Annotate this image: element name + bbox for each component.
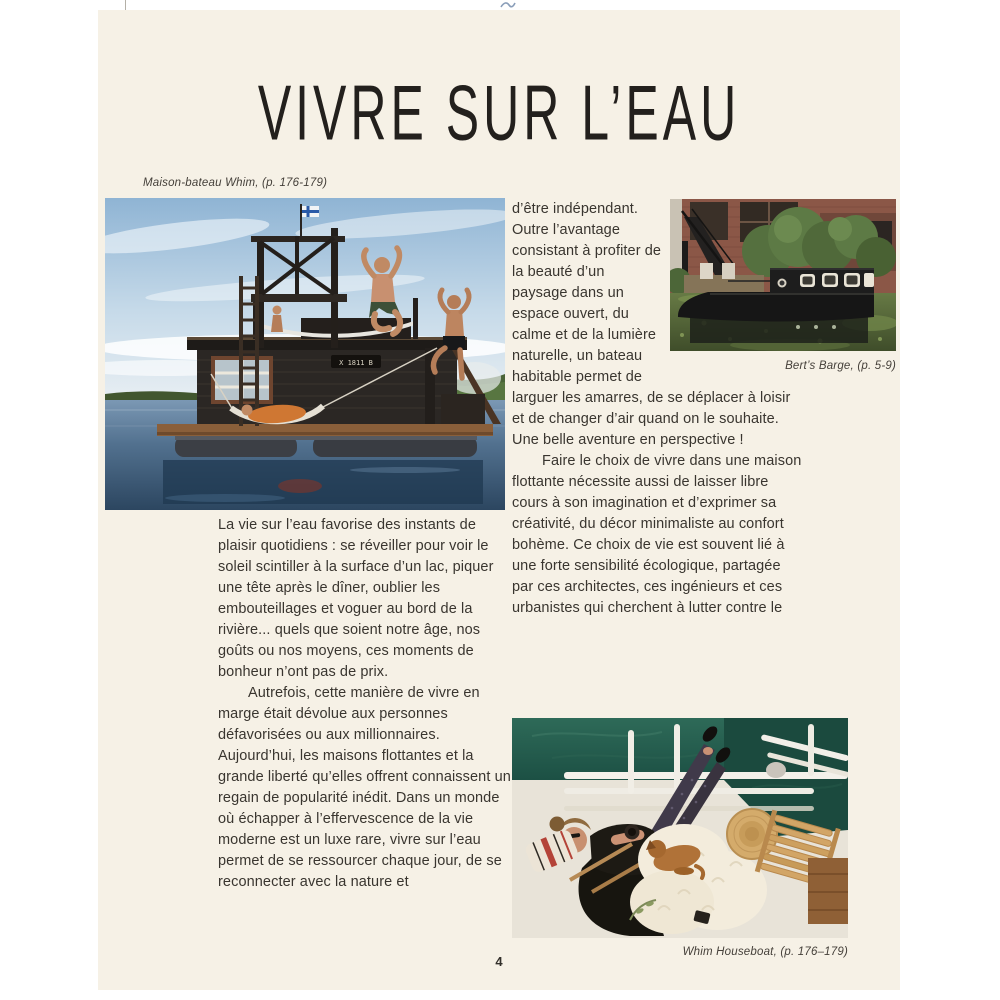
photo-caption-barge: Bert’s Barge, (p. 5-9) — [785, 360, 896, 372]
page-number: 4 — [495, 954, 503, 969]
photo-barge — [670, 199, 896, 351]
houseboat-sign — [331, 355, 381, 368]
photo-houseboat — [105, 198, 505, 510]
photo-caption-houseboat: Maison-bateau Whim, (p. 176-179) — [143, 177, 328, 189]
houseboat-photo-illustration — [105, 198, 505, 510]
paragraph: Autrefois, cette manière de vivre en marge était dévolue aux personnes défavorisées ou aux millionnaires. Aujourd’hui, les maisons flottantes et la grande liberté qu’elles offrent connaissent un regain de popularité inédit. Dans un monde où échapper à l’effervescence de la vie moderne est un luxe rare, vivre sur l’eau permet de se ressourcer chaque jour, de se reconnecter avec la nature et — [218, 685, 511, 890]
photo-deck — [512, 718, 848, 938]
deck-photo-illustration — [512, 718, 848, 938]
text-column-left — [218, 515, 513, 893]
barge-figure — [670, 199, 896, 377]
wooden-crate — [808, 858, 848, 924]
svg-text:X 1811 B: X 1811 B — [339, 359, 373, 367]
page — [98, 10, 900, 990]
text-column-right — [512, 199, 896, 619]
paragraph: La vie sur l’eau favorise des instants de plaisir quotidiens : se réveiller pour voir le soleil scintiller à la surface d’un lac, piquer une tête après le dîner, oublier les embouteillages et voguer au bord de la rivière... quels que soient notre âge, nos goûts ou nos moyens, ces moments de bonheur n’ont pas de prix. — [218, 517, 494, 680]
photo-caption-deck: Whim Houseboat, (p. 176–179) — [682, 946, 848, 958]
paragraph: d’être indépendant. Outre l’avantage consistant à profiter de la beauté d’un paysage dans un espace ouvert, du calme et de la lumière naturelle, un bateau habitable permet de larguer les amarres, de se déplacer à loisir et de changer d’air quand on le souhaite. Une belle aventure en perspective ! — [512, 201, 791, 448]
paragraph: Faire le choix de vivre dans une maison flottante nécessite aussi de laisser libre cours à son imagination et d’exprimer sa créativité, du décor minimaliste au confort bohème. Ce choix de vie est souvent lié à une forte sensibilité écologique, partagée par ces architectes, ces ingénieurs et ces urbanistes qui cherchent à lutter contre le — [512, 453, 802, 616]
person-on-tower — [271, 306, 283, 333]
barge-photo-illustration — [670, 199, 896, 351]
page-title: VIVRE SUR L’EAU — [257, 69, 741, 157]
top-center-mark-icon — [500, 0, 516, 10]
